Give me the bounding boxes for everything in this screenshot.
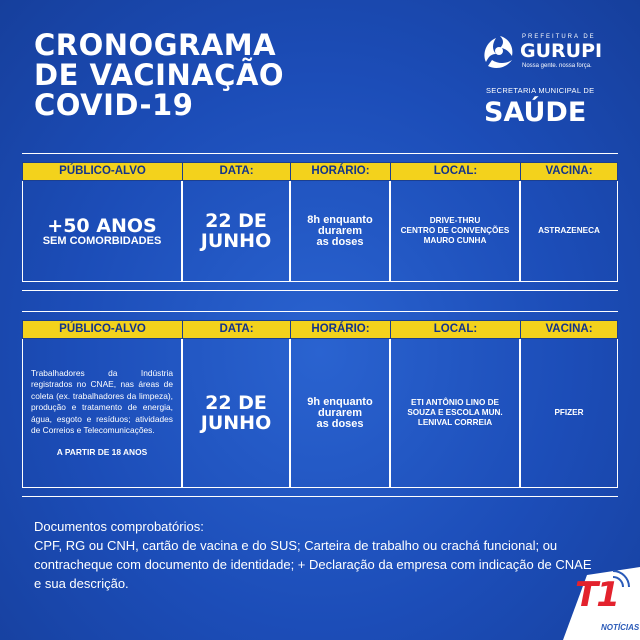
time-line-1: 9h enquanto xyxy=(307,395,373,408)
public-min-age: A PARTIR DE 18 ANOS xyxy=(56,446,148,457)
public-cell xyxy=(22,339,182,488)
vaccine-name: PFIZER xyxy=(554,408,584,417)
place-line-1: DRIVE-THRU xyxy=(429,216,481,225)
t1-noticias-badge xyxy=(553,567,640,640)
public-description: Trabalhadores da Indústria registrados no CNAE, nas áreas de coleta (ex. trabalhadores da limpeza), produção e tratamento de energia, água, esgoto e resíduos; atividades de Correios e Telecomunicações. xyxy=(31,367,173,436)
t1-caption: NOTÍCIAS xyxy=(601,623,640,632)
col-header-vaccine: VACINA: xyxy=(545,165,593,177)
time-line-2: durarem xyxy=(317,406,363,419)
place-line-2: CENTRO DE CONVENÇÕES xyxy=(400,226,510,235)
col-header-time: HORÁRIO: xyxy=(291,321,391,338)
date-line-2: JUNHO xyxy=(200,412,272,434)
logo-slogan: Nossa gente. nossa força. xyxy=(522,63,592,69)
logo-name: GURUPI xyxy=(520,40,603,62)
place-line-3: MAURO CUNHA xyxy=(423,236,487,245)
time-line-1: 8h enquanto xyxy=(307,213,373,226)
time-line-3: as doses xyxy=(316,235,364,248)
table-header xyxy=(22,162,618,181)
title-line-3: COVID-19 xyxy=(34,88,194,122)
place-cell xyxy=(390,181,520,282)
time-line-2: durarem xyxy=(317,224,363,237)
department-name: SAÚDE xyxy=(484,97,587,128)
title-line-1: CRONOGRAMA xyxy=(34,28,277,62)
time-cell xyxy=(290,181,390,282)
vaccine-cell xyxy=(520,181,618,282)
department-label: SECRETARIA MUNICIPAL DE xyxy=(486,86,595,95)
t1-logo-text: T1 xyxy=(575,575,618,615)
documents-heading: Documentos comprobatórios: xyxy=(34,519,204,534)
time-cell xyxy=(290,339,390,488)
documents-section xyxy=(34,517,594,593)
place-line-3: LENIVAL CORREIA xyxy=(417,418,493,427)
vaccine-name: ASTRAZENECA xyxy=(538,226,600,235)
col-header-place: LOCAL: xyxy=(391,163,521,180)
time-line-3: as doses xyxy=(316,417,364,430)
table-header xyxy=(22,320,618,339)
public-sub: SEM COMORBIDADES xyxy=(42,234,162,247)
public-main: +50 ANOS xyxy=(47,214,157,237)
col-header-date: DATA: xyxy=(183,163,291,180)
col-header-vaccine: VACINA: xyxy=(545,323,593,335)
page-title xyxy=(34,30,284,120)
col-header-public: PÚBLICO-ALVO xyxy=(23,321,183,338)
date-line-1: 22 DE xyxy=(205,210,267,232)
date-cell xyxy=(182,339,290,488)
col-header-place: LOCAL: xyxy=(391,321,521,338)
place-cell xyxy=(390,339,520,488)
date-line-1: 22 DE xyxy=(205,392,267,414)
vaccine-cell xyxy=(520,339,618,488)
date-line-2: JUNHO xyxy=(200,230,272,252)
gurupi-logo xyxy=(480,32,620,72)
public-cell xyxy=(22,181,182,282)
logo-top-text: PREFEITURA DE xyxy=(522,34,596,40)
col-header-public: PÚBLICO-ALVO xyxy=(23,163,183,180)
public-description-block xyxy=(23,368,181,459)
col-header-date: DATA: xyxy=(183,321,291,338)
documents-text: CPF, RG ou CNH, cartão de vacina e do SUS; Carteira de trabalho ou crachá funcional; ou contracheque com documento de identidade; + Declaração da empresa com indicação de CNAE e sua descrição. xyxy=(34,538,592,591)
place-line-1: ETI ANTÔNIO LINO DE xyxy=(411,398,499,407)
title-line-2: DE VACINAÇÃO xyxy=(34,58,285,92)
date-cell xyxy=(182,181,290,282)
col-header-time: HORÁRIO: xyxy=(291,163,391,180)
place-line-2: SOUZA E ESCOLA MUN. xyxy=(407,408,503,417)
schedule-table-1 xyxy=(22,153,618,291)
schedule-table-2 xyxy=(22,311,618,497)
gurupi-emblem-icon xyxy=(480,32,518,72)
